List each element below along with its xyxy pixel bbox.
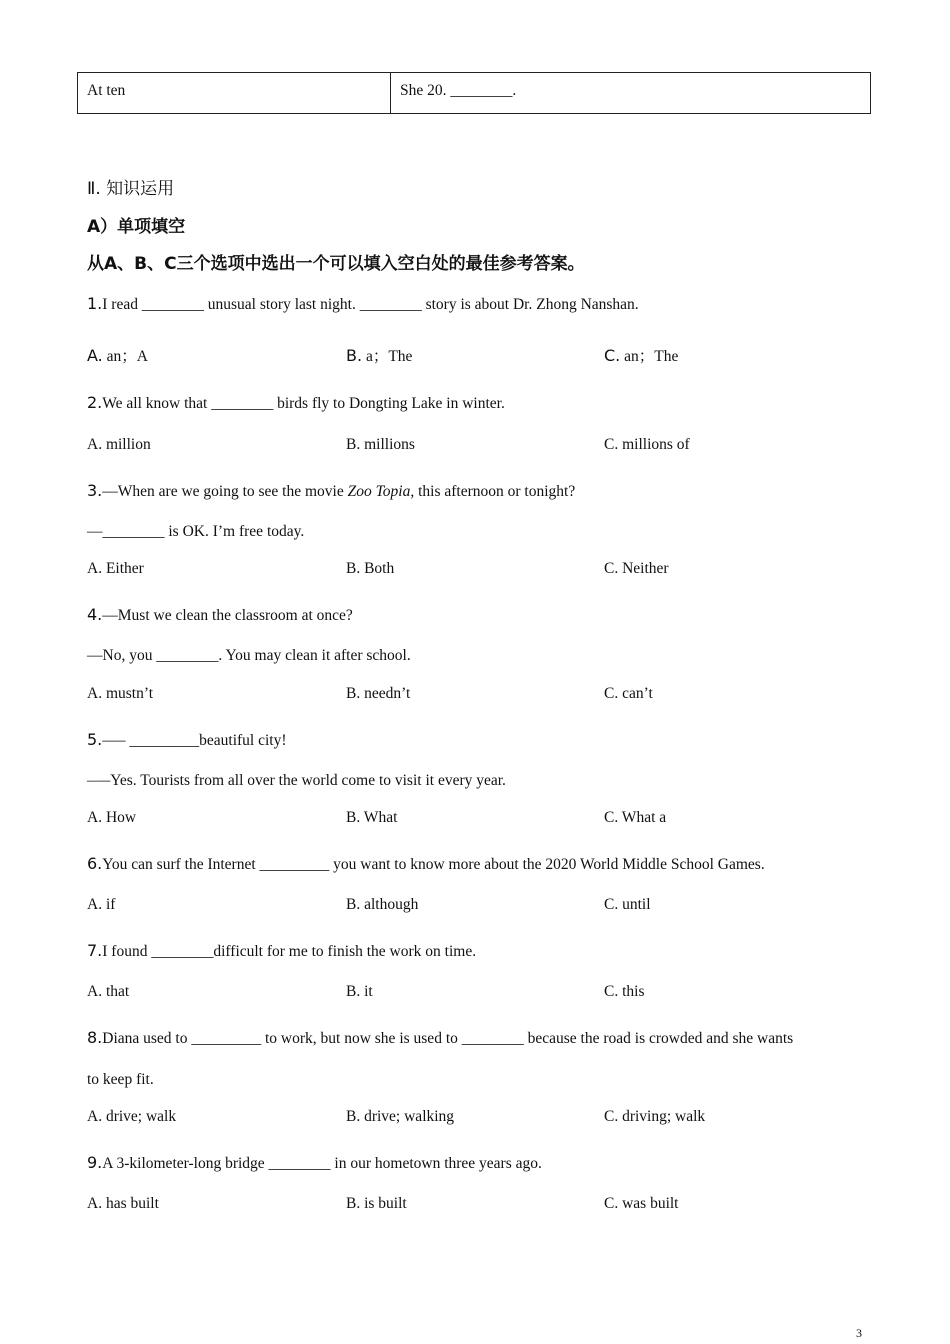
question-4-reply: —No, you ________. You may clean it after school. (87, 647, 411, 664)
option-b[interactable]: B. although (346, 896, 419, 913)
question-text: You can surf the Internet _________ you want to know more about the 2020 World Middle School Games. (102, 856, 765, 873)
question-9 (87, 1153, 542, 1173)
option-c[interactable]: C. an；The (604, 346, 679, 365)
question-5 (87, 730, 287, 750)
question-4 (87, 605, 353, 625)
option-a[interactable]: A. Either (87, 560, 144, 577)
option-c[interactable]: C. What a (604, 809, 667, 826)
page-number: 3 (856, 1326, 862, 1340)
option-b[interactable]: B. Both (346, 560, 395, 577)
movie-title: Zoo Topia (347, 483, 411, 500)
option-a[interactable]: A. if (87, 896, 116, 913)
question-number: 8. (87, 1028, 103, 1047)
option-a[interactable]: A. that (87, 983, 130, 1000)
answer-table (77, 72, 871, 114)
option-a[interactable]: A. drive; walk (87, 1108, 177, 1125)
question-text: —When are we going to see the movie (102, 483, 348, 500)
option-a[interactable]: A. mustn’t (87, 685, 154, 702)
question-3-reply: —________ is OK. I’m free today. (87, 523, 305, 540)
option-b[interactable]: B. it (346, 983, 373, 1000)
question-6 (87, 854, 765, 874)
question-text: We all know that ________ birds fly to Dongting Lake in winter. (102, 395, 505, 412)
option-c[interactable]: C. Neither (604, 560, 669, 577)
question-text-end: , this afternoon or tonight? (410, 483, 576, 500)
option-c[interactable]: C. this (604, 983, 645, 1000)
option-a[interactable]: A. million (87, 436, 151, 453)
question-number: 1. (87, 294, 103, 313)
question-text: Diana used to _________ to work, but now she is used to ________ because the road is crowded and she wants (102, 1030, 794, 1047)
question-text: I found ________difficult for me to finish the work on time. (102, 943, 477, 960)
question-text: I read ________ unusual story last night. ________ story is about Dr. Zhong Nanshan. (102, 296, 639, 313)
question-2 (87, 393, 505, 413)
option-b[interactable]: B. What (346, 809, 398, 826)
question-number: 9. (87, 1153, 103, 1172)
option-b[interactable]: B. millions (346, 436, 415, 453)
section-title: Ⅱ. 知识运用 (87, 179, 175, 199)
question-7 (87, 941, 476, 961)
question-1 (87, 294, 639, 314)
question-number: 3. (87, 481, 103, 500)
option-b[interactable]: B. a；The (346, 346, 413, 365)
table-cell-right: She 20. ________. (400, 82, 517, 99)
question-5-reply: —–Yes. Tourists from all over the world come to visit it every year. (87, 772, 506, 789)
option-a[interactable]: A. an；A (87, 346, 148, 365)
option-c[interactable]: C. until (604, 896, 651, 913)
question-text: —Must we clean the classroom at once? (102, 607, 353, 624)
option-a[interactable]: A. has built (87, 1195, 159, 1212)
question-number: 5. (87, 730, 103, 749)
option-b[interactable]: B. needn’t (346, 685, 411, 702)
option-c[interactable]: C. can’t (604, 685, 653, 702)
question-number: 4. (87, 605, 103, 624)
question-text: A 3-kilometer-long bridge ________ in our hometown three years ago. (102, 1155, 542, 1172)
option-c[interactable]: C. driving; walk (604, 1108, 706, 1125)
question-text: —– _________beautiful city! (102, 732, 287, 749)
option-c[interactable]: C. millions of (604, 436, 690, 453)
section-instruction: 从A、B、C三个选项中选出一个可以填入空白处的最佳参考答案。 (87, 254, 585, 274)
question-3 (87, 481, 575, 501)
question-8-continued: to keep fit. (87, 1071, 154, 1088)
question-number: 6. (87, 854, 103, 873)
table-divider (390, 73, 391, 113)
option-b[interactable]: B. drive; walking (346, 1108, 455, 1125)
question-8 (87, 1028, 793, 1048)
option-a[interactable]: A. How (87, 809, 137, 826)
question-number: 2. (87, 393, 103, 412)
section-subtitle: A）单项填空 (87, 217, 186, 237)
question-number: 7. (87, 941, 103, 960)
option-c[interactable]: C. was built (604, 1195, 679, 1212)
table-cell-left: At ten (87, 82, 126, 99)
option-b[interactable]: B. is built (346, 1195, 407, 1212)
